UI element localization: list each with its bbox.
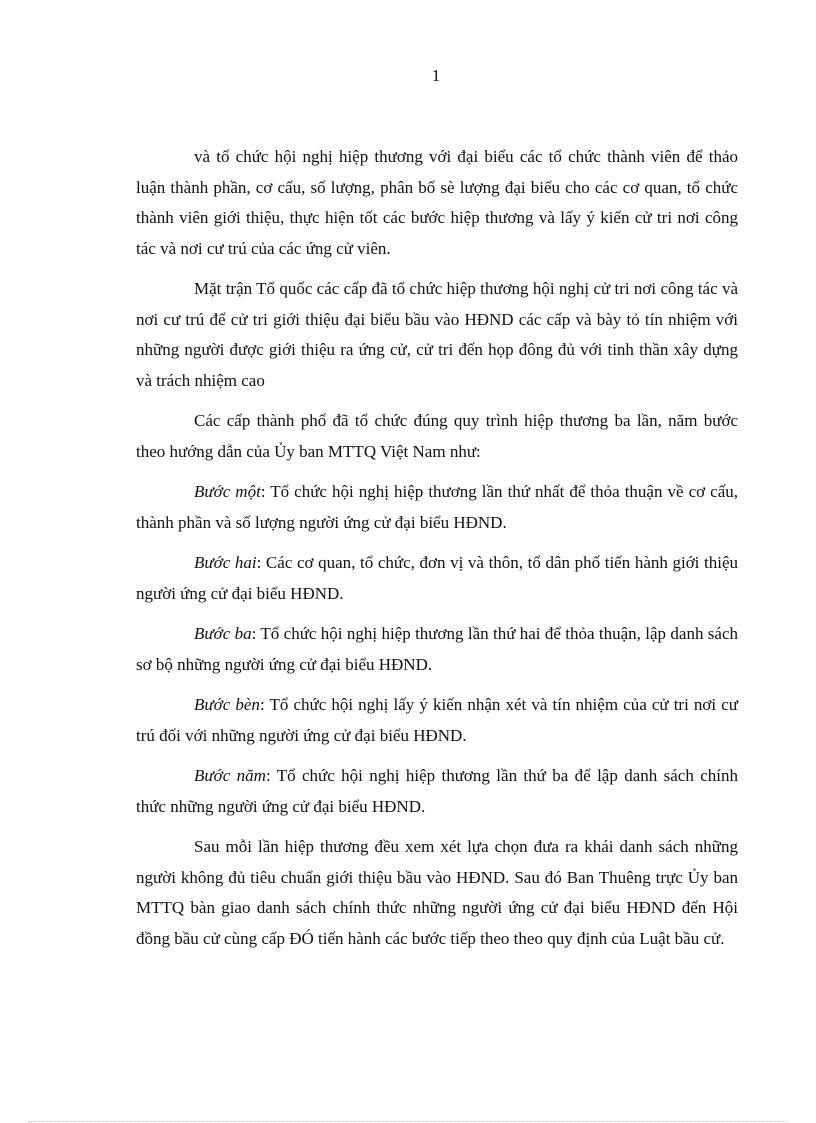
paragraph-intro: và tổ chức hội nghị hiệp thương với đại biểu các tổ chức thành viên để thảo luận thành phần, cơ cấu, số lượng, phân bổ sè lượng đại biểu cho các cơ quan, tổ chức thành viên giới thiệu, thực hiện tốt các bước hiệp thương và lấy ý kiến cử tri nơi công tác và nơi cư trú của các ứng cử viên. — [136, 147, 738, 258]
paragraph-front: Mặt trận Tổ quốc các cấp đã tổ chức hiệp thương hội nghị cử tri nơi công tác và nơi cư trú để cử tri giới thiệu đại biểu bầu vào HĐND các cấp và bày tỏ tín nhiệm với những người được giới thiệu ra ứng cử, cử tri đến họp đông đủ với tinh thần xây dựng và trách nhiệm cao — [136, 279, 738, 390]
step-2-text: : Các cơ quan, tổ chức, đơn vị và thôn, tổ dân phố tiến hành giới thiệu người ứng cử đại biểu HĐND. — [136, 553, 738, 603]
document-body — [136, 142, 738, 964]
step-5-text: : Tổ chức hội nghị hiệp thương lần thứ ba để lập danh sách chính thức những người ứng cử đại biểu HĐND. — [136, 766, 738, 816]
page-number: 1 — [431, 66, 441, 85]
step-4-label: Bước bèn — [194, 695, 260, 714]
step-4-text: : Tổ chức hội nghị lấy ý kiến nhận xét và tín nhiệm của cử tri nơi cư trú đối với những người ứng cử đại biểu HĐND. — [136, 695, 738, 745]
step-5 — [136, 761, 738, 822]
step-4 — [136, 690, 738, 751]
step-1 — [136, 477, 738, 538]
page-bottom-divider — [28, 1121, 788, 1122]
step-5-label: Bước năm — [194, 766, 266, 785]
paragraph-closing: Sau mỗi lần hiệp thương đều xem xét lựa chọn đưa ra khái danh sách những người không đủ tiêu chuẩn giới thiệu bầu vào HĐND. Sau đó Ban Thuêng trực Ủy ban MTTQ bàn giao danh sách chính thức những người ứng cử đại biểu HĐND đến Hội đồng bầu cử cùng cấp ĐÓ tiến hành các bước tiếp theo theo quy định của Luật bầu cử. — [136, 837, 738, 948]
step-3-text: : Tổ chức hội nghị hiệp thương lần thứ hai để thỏa thuận, lập danh sách sơ bộ những người ứng cử đại biểu HĐND. — [136, 624, 739, 674]
step-3-label: Bước ba — [194, 624, 252, 643]
step-3 — [136, 619, 738, 680]
step-2 — [136, 548, 738, 609]
step-2-label: Bước hai — [194, 553, 257, 572]
step-1-label: Bước một — [194, 482, 261, 501]
paragraph-process: Các cấp thành phố đã tổ chức đúng quy trình hiệp thương ba lần, năm bước theo hướng dẫn của Ủy ban MTTQ Việt Nam như: — [136, 411, 738, 461]
step-1-text: : Tổ chức hội nghị hiệp thương lần thứ nhất để thỏa thuận về cơ cấu, thành phần và số lượng người ứng cử đại biểu HĐND. — [136, 482, 738, 532]
